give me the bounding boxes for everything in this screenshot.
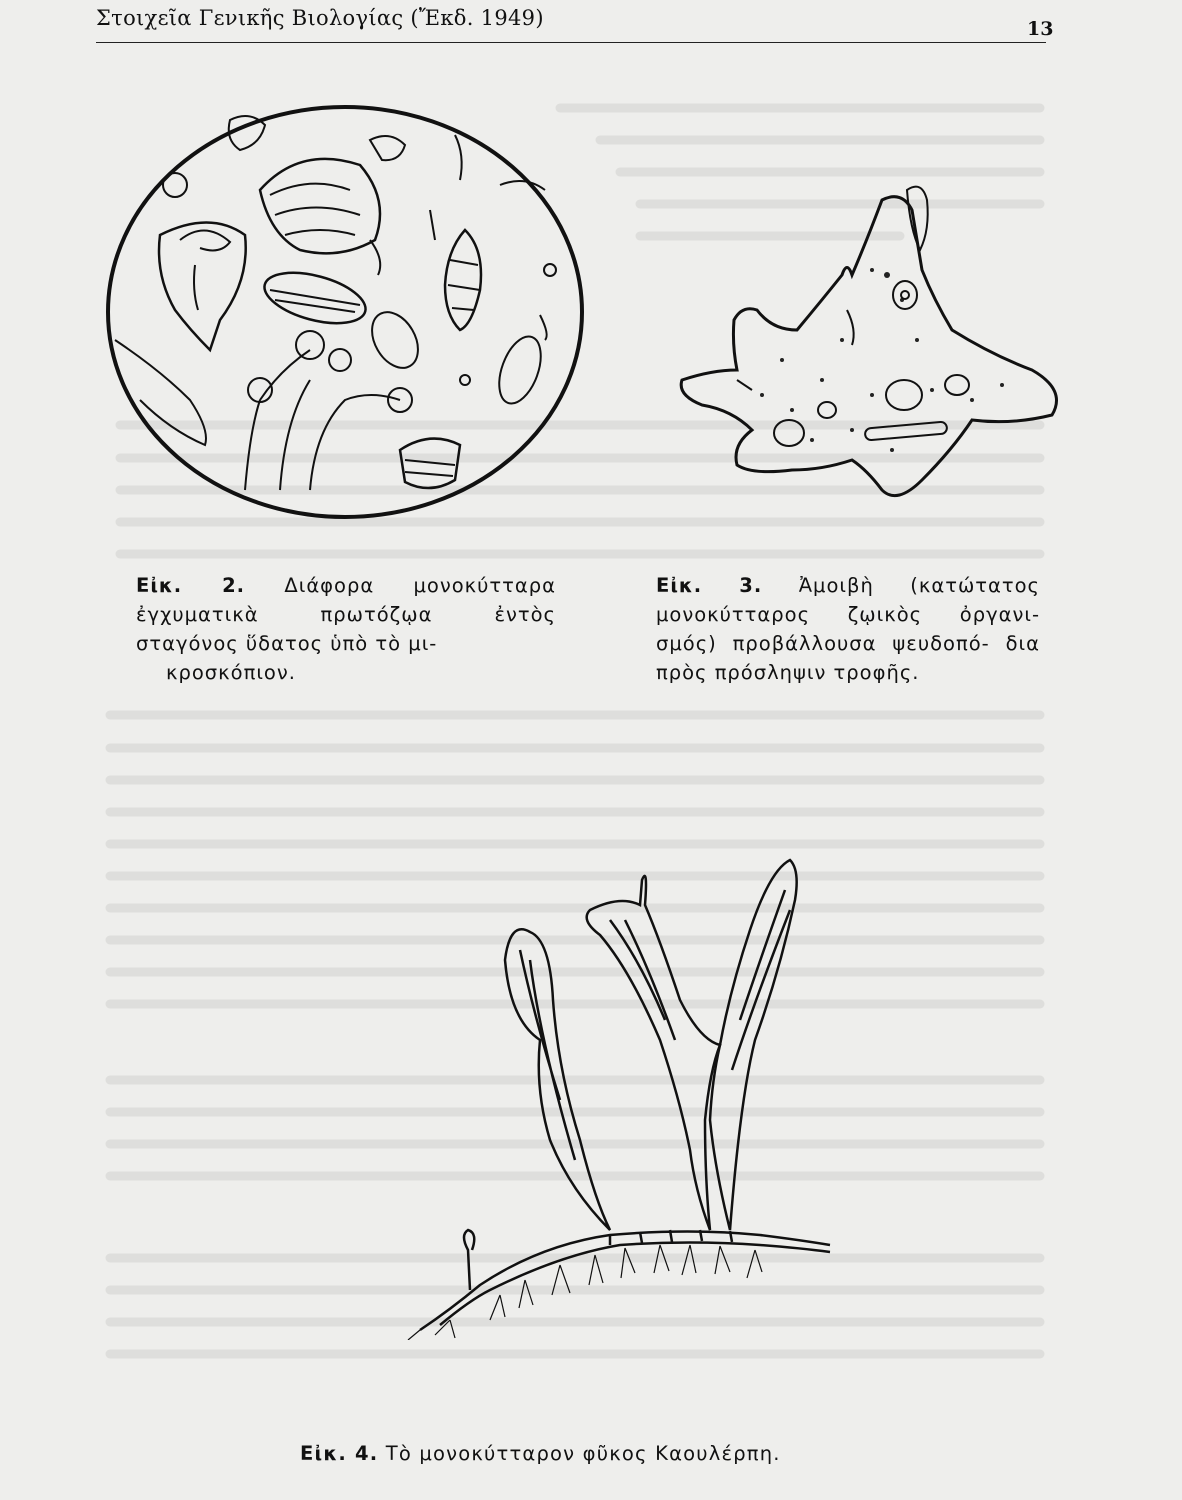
page-number: 13 bbox=[1027, 18, 1054, 40]
figure-4-label: Εἰκ. 4. bbox=[300, 1442, 379, 1465]
figure-3-label: Εἰκ. 3. bbox=[656, 574, 763, 597]
caption-line: σταγόνος ὕδατος ὑπὸ τὸ μι- bbox=[136, 632, 438, 655]
figure-4-caulerpa-illustration bbox=[360, 840, 840, 1340]
caption-line: κροσκόπιον. bbox=[166, 661, 296, 684]
caption-line: Ἀμοιβὴ (κατώτατος bbox=[798, 574, 1041, 597]
caption-line: σμός) προβάλλουσα ψευδοπό- bbox=[656, 632, 990, 655]
figure-4-caption bbox=[300, 1442, 781, 1465]
caption-line: ἐγχυματικὰ πρωτόζῳα ἐντὸς bbox=[136, 603, 556, 626]
caption-line: Τὸ μονοκύτταρον φῦκος Καουλέρπη. bbox=[385, 1442, 781, 1465]
figure-3-caption bbox=[656, 571, 1040, 687]
caption-line: μονοκύτταρος ζῳικὸς ὀργανι- bbox=[656, 603, 1040, 626]
running-title: Στοιχεῖα Γενικῆς Βιολογίας (Ἔκδ. 1949) bbox=[96, 6, 544, 30]
figure-2-caption bbox=[136, 571, 556, 687]
figure-3-amoeba-illustration bbox=[672, 180, 1072, 510]
figure-2-label: Εἰκ. 2. bbox=[136, 574, 246, 597]
caption-line: δια πρὸς πρόσληψιν τροφῆς. bbox=[656, 632, 1040, 684]
figure-2-protozoa-illustration bbox=[100, 100, 600, 530]
caption-line: Διάφορα μονοκύτταρα bbox=[284, 574, 556, 597]
